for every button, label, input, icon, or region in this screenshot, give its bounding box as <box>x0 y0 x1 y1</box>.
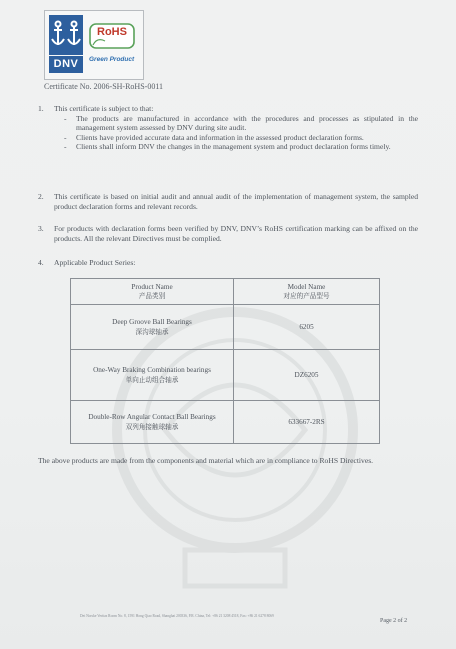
bullet-list <box>38 114 418 152</box>
section-2 <box>38 192 418 211</box>
bullet-item: - Clients shall inform DNV the changes in the management system and product declaration forms timely. <box>64 142 391 152</box>
section-number: 3. <box>38 224 44 233</box>
section-4 <box>38 258 418 268</box>
header-product: Product Name 产品类别 <box>71 279 234 305</box>
model-cell: DZ6205 <box>234 350 380 401</box>
section-text: This certificate is based on initial audit and annual audit of the implementation of management system, the sampled product declaration forms and relevant records. <box>54 192 418 211</box>
product-cell: Deep Groove Ball Bearings 深沟球轴承 <box>71 305 234 350</box>
table-header-row <box>71 279 380 305</box>
model-cell: 6205 <box>234 305 380 350</box>
section-number: 2. <box>38 192 44 201</box>
section-number: 1. <box>38 104 44 113</box>
section-1 <box>38 104 418 152</box>
green-product-label: Green Product <box>89 56 135 63</box>
header-model: Model Name 对应的产品型号 <box>234 279 380 305</box>
page-number: Page 2 of 2 <box>380 618 408 624</box>
dnv-label: DNV <box>49 56 83 73</box>
section-number: 4. <box>38 258 44 267</box>
footer-address: Det Norske Veritas Room No. 8, 1591 Hong Qiao Road, Shanghai 200336, P.R. China, Tel: +86 21 3208 4518, Fax: +86 21 6278 8069 <box>80 614 274 618</box>
section-text: Applicable Product Series: <box>54 258 136 267</box>
table-row <box>71 305 380 350</box>
section-3 <box>38 224 418 243</box>
rohs-label: RoHS <box>97 26 127 38</box>
table-row <box>71 350 380 401</box>
anchor-icon <box>49 15 83 55</box>
table-row <box>71 401 380 444</box>
product-table <box>70 278 380 444</box>
section-text: For products with declaration forms been verified by DNV, DNV’s RoHS certification marking can be affixed on the products. All the relevant Directives must be complied. <box>54 224 418 243</box>
product-cell: One-Way Braking Combination bearings 单向止动组合轴承 <box>71 350 234 401</box>
section-text: This certificate is subject to that: <box>54 104 154 113</box>
dnv-emblem <box>49 15 83 73</box>
certificate-number: Certificate No. 2006-SH-RoHS-0011 <box>44 82 164 91</box>
model-cell: 633667-2RS <box>234 401 380 444</box>
bullet-item: - The products are manufactured in accordance with the procedures and processes as stipulated in the management system assessed by DNV during site audit. <box>64 113 418 133</box>
dnv-rohs-logo <box>44 10 144 80</box>
product-cell: Double-Row Angular Contact Ball Bearings 双列角接触球轴承 <box>71 401 234 444</box>
bullet-item: - Clients have provided accurate data and information in the assessed product declaration forms. <box>64 132 364 142</box>
closing-statement: The above products are made from the components and material which are in compliance to RoHS Directives. <box>38 456 374 465</box>
